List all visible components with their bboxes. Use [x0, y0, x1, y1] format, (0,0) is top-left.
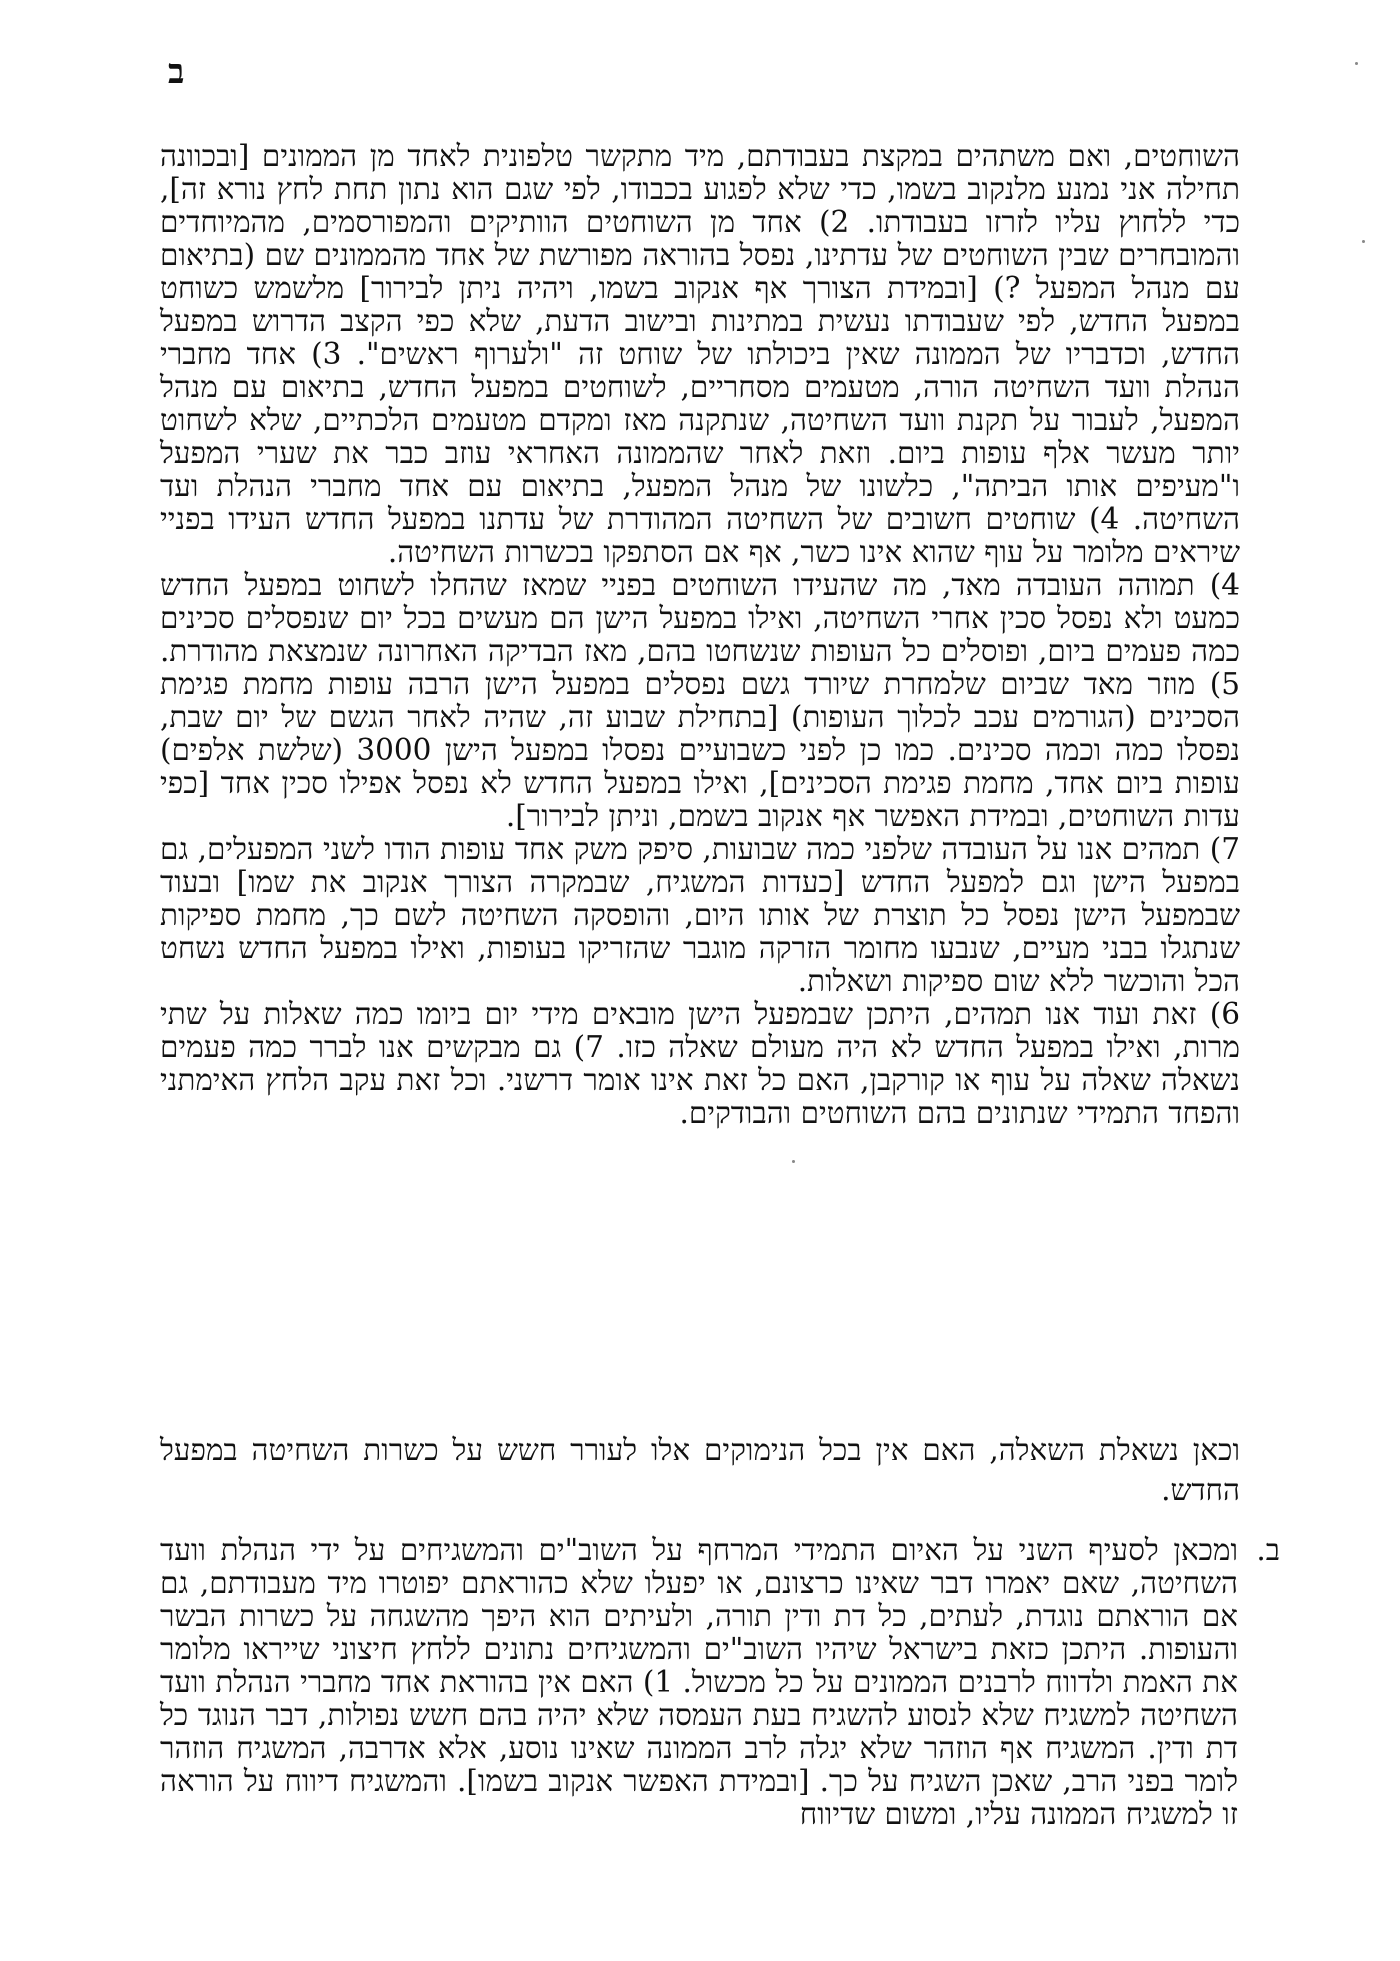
question-paragraph: וכאן נשאלת השאלה, האם אין בכל הנימוקים אלו לעורר חשש על כשרות השחיטה במפעל החדש. — [160, 1433, 1240, 1507]
page-letter: ב — [168, 52, 185, 92]
scan-speck — [792, 1160, 795, 1163]
paragraph-knives: 4) תמוהה העובדה מאד, מה שהעידו השוחטים בפניי שמאז שהחלו לשחוט במפעל החדש כמעט ולא נפסל סכין אחרי השחיטה, ואילו במפעל הישן הם מעשים בכל יום שנפסלים סכינים כמה פעמים ביום, ופוסלים כל העופות שנשחטו בהם, מאז הבדיקה האחרונה שנמצאת מהודרת. 5) מוזר מאד שביום שלמחרת שיורד גשם נפסלים במפעל הישן הרבה עופות מחמת פגימת הסכינים (הגורמים עכב לכלוך העופות) [בתחילת שבוע זה, שהיה לאחר הגשם של יום שבת, נפסלו כמה וכמה סכינים. כמו כן לפני כשבועיים נפסלו במפעל הישן 3000 (שלשת אלפים) עופות ביום אחד, מחמת פגימת הסכינים], ואילו במפעל החדש לא נפסל אפילו סכין אחד [כפי עדות השוחטים, ובמידת האפשר אף אנקוב בשמם, וניתן לבירור]. — [160, 568, 1240, 833]
body-text — [160, 140, 1240, 1130]
scan-speck — [1362, 240, 1365, 243]
paragraph-questions: 6) זאת ועוד אנו תמהים, היתכן שבמפעל הישן מובאים מידי יום ביומו כמה שאלות על שתי מרות, ואילו במפעל החדש לא היה מעולם שאלה כזו. 7) גם מבקשים אנו לברר כמה פעמים נשאלה שאלה על עוף או קורקבן, האם כל זאת אינו אומר דרשני. וכל זאת עקב הלחץ האימתני והפחד התמידי שנתונים בהם השוחטים והבודקים. — [160, 997, 1240, 1130]
section-b-text: ומכאן לסעיף השני על האיום התמידי המרחף על השוב"ים והמשגיחים על ידי הנהלת וועד השחיטה, שאם יאמרו דבר שאינו כרצונם, או יפעלו שלא כהוראתם יפוטרו מיד מעבודתם, גם אם הוראתם נוגדת, לעתים, כל דת ודין תורה, ולעיתים הוא היפך מהשגחה על כשרות הבשר והעופות. היתכן כזאת בישראל שיהיו השוב"ים והמשגיחים נתונים ללחץ חיצוני שייראו מלומר את האמת ולדווח לרבנים הממונים על כל מכשול. 1) האם אין בהוראת אחד מחברי הנהלת וועד השחיטה למשגיח שלא לנסוע להשגיח בעת העמסה שלא יהיה בהם חשש נפולות, דבר הנוגד כל דת ודין. המשגיח אף הוזהר שלא יגלה לרב הממונה שאינו נוסע, אלא אדרבה, המשגיח הוזהר לומר בפני הרב, שאכן השגיח על כך. [ובמידת האפשר אנקוב בשמו]. והמשגיח דיווח על הוראה זו למשגיח הממונה עליו, ומשום שדיווח — [160, 1533, 1238, 1831]
section-marker: ב. — [1256, 1533, 1280, 1567]
section-b — [160, 1534, 1280, 1831]
paragraph-turkeys: 7) תמהים אנו על העובדה שלפני כמה שבועות, סיפק משק אחד עופות הודו לשני המפעלים, גם במפעל הישן וגם למפעל החדש [כעדות המשגיח, שבמקרה הצורך אנקוב את שמו] ובעוד שבמפעל הישן נפסל כל תוצרת של אותו היום, והופסקה השחיטה לשם כך, מחמת ספיקות שנתגלו בבני מעיים, שנבעו מחומר הזרקה מוגבר שהזריקו בעופות, ואילו במפעל החדש נשחט הכל והוכשר ללא שום ספיקות ושאלות. — [160, 832, 1240, 998]
paragraph-testimonies: השוחטים, ואם משתהים במקצת בעבודתם, מיד מתקשר טלפונית לאחד מן הממונים [ובכוונה תחילה אני נמנע מלנקוב בשמו, כדי שלא לפגוע בכבודו, לפי שגם הוא נתון תחת לחץ נורא זה], כדי ללחוץ עליו לזרזו בעבודתו. 2) אחד מן השוחטים הוותיקים והמפורסמים, מהמיוחדים והמובחרים שבין השוחטים של עדתינו, נפסל בהוראה מפורשת של אחד מהממונים שם (בתיאום עם מנהל המפעל ?) [ובמידת הצורך אף אנקוב בשמו, ויהיה ניתן לבירור] מלשמש כשוחט במפעל החדש, לפי שעבודתו נעשית במתינות ובישוב הדעת, שלא כפי הקצב הדרוש במפעל החדש, וכדבריו של הממונה שאין ביכולתו של שוחט זה "ולערוף ראשים". 3) אחד מחברי הנהלת וועד השחיטה הורה, מטעמים מסחריים, לשוחטים במפעל החדש, בתיאום עם מנהל המפעל, לעבור על תקנת וועד השחיטה, שנתקנה מאז ומקדם מטעמים הלכתיים, שלא לשחוט יותר מעשר אלף עופות ביום. וזאת לאחר שהממונה האחראי עוזב כבר את שערי המפעל ו"מעיפים אותו הביתה", כלשונו של מנהל המפעל, בתיאום עם אחד מחברי הנהלת ועד השחיטה. 4) שוחטים חשובים של השחיטה המהודרת של עדתנו במפעל החדש העידו בפניי שיראים מלומר על עוף שהוא אינו כשר, אף אם הסתפקו בכשרות השחיטה. — [160, 139, 1241, 569]
scan-speck — [1355, 62, 1358, 65]
